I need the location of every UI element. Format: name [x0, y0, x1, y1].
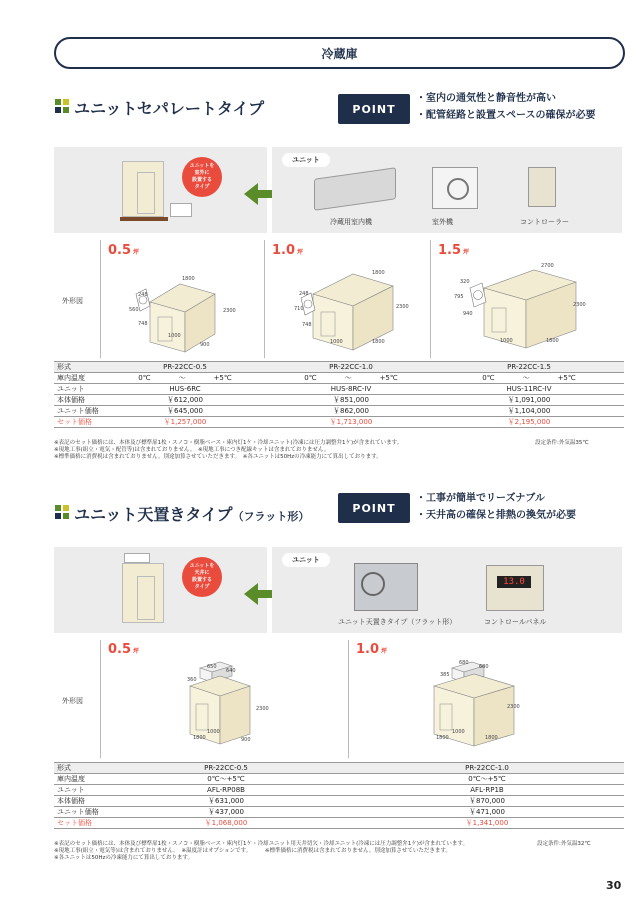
table-cell: 0℃～+5℃ — [350, 774, 624, 785]
table-row — [54, 818, 624, 829]
row-label: セット価格 — [54, 417, 102, 428]
table-cell: PR-22CC-0.5 — [102, 763, 350, 774]
category-header — [54, 37, 625, 69]
outline-label: 外形図 — [62, 697, 83, 705]
row-label: 庫内温度 — [54, 373, 102, 384]
size-label: 1.5 坪 — [438, 243, 470, 258]
section2-room-illustration — [54, 547, 267, 633]
size-label: 0.5 坪 — [108, 243, 140, 258]
dim-label: 900 — [200, 342, 210, 348]
arrow-left-icon — [244, 583, 258, 605]
category-title: 冷蔵庫 — [321, 46, 358, 61]
page-number: 30 — [606, 879, 622, 892]
section2-title: ユニット天置きタイプ（フラット形） — [74, 505, 310, 524]
table-cell: ￥1,341,000 — [350, 818, 624, 829]
section1-spec-table — [54, 361, 624, 428]
table-cell: ￥645,000 — [102, 406, 268, 417]
dim-label: 248 — [299, 291, 309, 297]
table-cell: HUS-6RC — [102, 384, 268, 395]
room-door — [137, 576, 155, 620]
dim-label: 680 — [459, 660, 469, 666]
dim-label: 2300 — [573, 302, 586, 308]
dim-label: 795 — [454, 294, 464, 300]
section1-title: ユニットセパレートタイプ — [74, 99, 265, 118]
room-box — [122, 563, 164, 623]
row-label: 形式 — [54, 362, 102, 373]
section2-condition: 設定条件:外気温32℃ — [537, 841, 591, 847]
dim-label: 2300 — [256, 706, 269, 712]
row-label: ユニット — [54, 785, 102, 796]
dim-label: 2300 — [223, 308, 236, 314]
roof-unit-icon — [124, 553, 150, 563]
dim-label: 940 — [463, 311, 473, 317]
table-row — [54, 362, 624, 373]
dim-label: 1000 — [168, 333, 181, 339]
note-line: ※標準価格に消費税は含まれておりません。別途加算させていただきます。 ※各ユニットは50Hzの冷凍能力にて算出しております。 — [54, 454, 382, 460]
flat-unit-icon — [354, 563, 418, 611]
table-cell: HUS-8RC-IV — [268, 384, 434, 395]
row-label: ユニット — [54, 384, 102, 395]
controller-icon — [528, 167, 556, 207]
section1-point-badge: POINT — [338, 94, 410, 124]
arrow-left-icon — [244, 183, 258, 205]
outdoor-unit-icon — [432, 167, 478, 209]
section2-point-badge: POINT — [338, 493, 410, 523]
table-cell: PR-22CC-1.0 — [268, 362, 434, 373]
section2-units-panel — [272, 547, 622, 633]
unit-label: ユニット天置きタイプ（フラット形） — [338, 618, 457, 626]
unit-outside-badge: ユニットを 室外に 設置する タイプ — [182, 157, 222, 197]
table-cell: 0℃ ～ +5℃ — [434, 373, 624, 384]
point-item: ・配管経路と設置スペースの確保が必要 — [416, 110, 596, 121]
table-row — [54, 763, 624, 774]
section-bullet-icon — [55, 99, 69, 113]
unit-roof-badge: ユニットを 天井に 設置する タイプ — [182, 557, 222, 597]
table-cell: AFL-RP1B — [350, 785, 624, 796]
table-cell: 0℃ ～ +5℃ — [268, 373, 434, 384]
table-cell: PR-22CC-0.5 — [102, 362, 268, 373]
table-cell: 0℃～+5℃ — [102, 774, 350, 785]
table-cell: ￥1,091,000 — [434, 395, 624, 406]
note-line: ※表記のセット価格には、本体及び標準扉1枚・スノコ・樹脂ベース・庫内灯1ケ・冷却ユニット用天井切欠・冷却ユニット(冷凍には圧力調整弁1ケ)が含まれています。 — [54, 841, 468, 847]
row-label: ユニット価格 — [54, 406, 102, 417]
unit-label: コントロールパネル — [484, 618, 547, 626]
dim-label: 1800 — [372, 270, 385, 276]
dim-label: 2300 — [396, 304, 409, 310]
dim-label: 248 — [138, 292, 148, 298]
dim-label: 900 — [241, 737, 251, 743]
table-cell: ￥2,195,000 — [434, 417, 624, 428]
row-label: 本体価格 — [54, 796, 102, 807]
indoor-unit-icon — [314, 167, 396, 211]
row-label: 形式 — [54, 763, 102, 774]
section1-points — [416, 90, 596, 124]
dim-label: 640 — [226, 668, 236, 674]
dim-label: 1000 — [330, 339, 343, 345]
table-cell: ￥1,257,000 — [102, 417, 268, 428]
dim-label: 360 — [187, 677, 197, 683]
dim-label: 1800 — [436, 735, 449, 741]
room-base — [120, 217, 168, 221]
note-line: ※現地工事(組立・電気等)は含まれておりません。 ※温度計はオプションです。 ※標準価格に消費税は含まれておりません。別途加算させていただきます。 — [54, 848, 451, 854]
table-cell: ￥471,000 — [350, 807, 624, 818]
size-label: 1.0 坪 — [272, 243, 304, 258]
table-cell: ￥631,000 — [102, 796, 350, 807]
dim-label: 320 — [460, 279, 470, 285]
room-box — [122, 161, 164, 217]
table-cell: ￥1,104,000 — [434, 406, 624, 417]
table-row — [54, 807, 624, 818]
dim-label: 1800 — [182, 276, 195, 282]
table-cell: ￥851,000 — [268, 395, 434, 406]
dim-label: 1000 — [500, 338, 513, 344]
note-line: ※現地工事(組立・電気・配管等)は含まれておりません。 ※現地工事につき配線キットは含まれておりません。 — [54, 447, 330, 453]
row-label: セット価格 — [54, 818, 102, 829]
section1-condition: 設定条件:外気温35℃ — [535, 440, 589, 446]
dim-label: 710 — [294, 306, 304, 312]
table-cell: 0℃ ～ +5℃ — [102, 373, 268, 384]
unit-tag: ユニット — [282, 553, 330, 567]
table-cell: ￥870,000 — [350, 796, 624, 807]
point-item: ・室内の通気性と静音性が高い — [416, 93, 556, 104]
unit-label: 冷蔵用室内機 — [330, 218, 372, 226]
unit-label: 室外機 — [432, 218, 453, 226]
dim-label: 1000 — [452, 729, 465, 735]
note-line: ※各ユニットは50Hzの冷凍能力にて算出しております。 — [54, 855, 193, 861]
section1-notes — [54, 440, 402, 461]
note-line: ※表記のセット価格には、本体及び標準扉1枚・スノコ・樹脂ベース・庫内灯1ケ・冷却ユニット(冷凍には圧力調整弁1ケ)が含まれています。 — [54, 440, 403, 446]
table-row — [54, 373, 624, 384]
dim-label: 1800 — [372, 339, 385, 345]
dim-label: 1800 — [485, 735, 498, 741]
size-label: 1.0 坪 — [356, 642, 388, 657]
point-item: ・天井高の確保と排熱の換気が必要 — [416, 510, 576, 521]
table-row — [54, 395, 624, 406]
table-cell: ￥862,000 — [268, 406, 434, 417]
table-row — [54, 774, 624, 785]
table-row — [54, 785, 624, 796]
outline-drawing-1.5 — [440, 258, 590, 356]
size-label: 0.5 坪 — [108, 642, 140, 657]
table-cell: ￥612,000 — [102, 395, 268, 406]
dim-label: 560 — [129, 307, 139, 313]
dim-label: 748 — [302, 322, 312, 328]
room-door — [137, 172, 155, 214]
table-cell: ￥437,000 — [102, 807, 350, 818]
table-row — [54, 796, 624, 807]
outline-label: 外形図 — [62, 297, 83, 305]
row-label: 庫内温度 — [54, 774, 102, 785]
table-row — [54, 417, 624, 428]
table-cell: AFL-RP08B — [102, 785, 350, 796]
table-cell: HUS-11RC-IV — [434, 384, 624, 395]
section2-notes — [54, 841, 468, 862]
dim-label: 748 — [138, 321, 148, 327]
dim-label: 2700 — [541, 263, 554, 269]
section1-units-panel — [272, 147, 622, 233]
row-label: 本体価格 — [54, 395, 102, 406]
dim-label: 1800 — [193, 735, 206, 741]
table-cell: PR-22CC-1.0 — [350, 763, 624, 774]
dim-label: 680 — [479, 664, 489, 670]
dim-label: 1800 — [546, 338, 559, 344]
unit-tag: ユニット — [282, 153, 330, 167]
section2-points — [416, 490, 576, 524]
dim-label: 2300 — [507, 704, 520, 710]
table-row — [54, 406, 624, 417]
outdoor-unit-icon — [170, 203, 192, 217]
dim-label: 385 — [440, 672, 450, 678]
section1-room-illustration — [54, 147, 267, 233]
row-label: ユニット価格 — [54, 807, 102, 818]
dim-label: 650 — [207, 664, 217, 670]
section2-spec-table — [54, 762, 624, 829]
dim-label: 1000 — [207, 729, 220, 735]
panel-display: 13.0 — [497, 576, 531, 588]
table-cell: PR-22CC-1.5 — [434, 362, 624, 373]
section-bullet-icon — [55, 505, 69, 519]
table-cell: ￥1,068,000 — [102, 818, 350, 829]
table-cell: ￥1,713,000 — [268, 417, 434, 428]
unit-label: コントローラー — [520, 218, 569, 226]
control-panel-icon — [486, 565, 544, 611]
table-row — [54, 384, 624, 395]
point-item: ・工事が簡単でリーズナブル — [416, 493, 545, 504]
